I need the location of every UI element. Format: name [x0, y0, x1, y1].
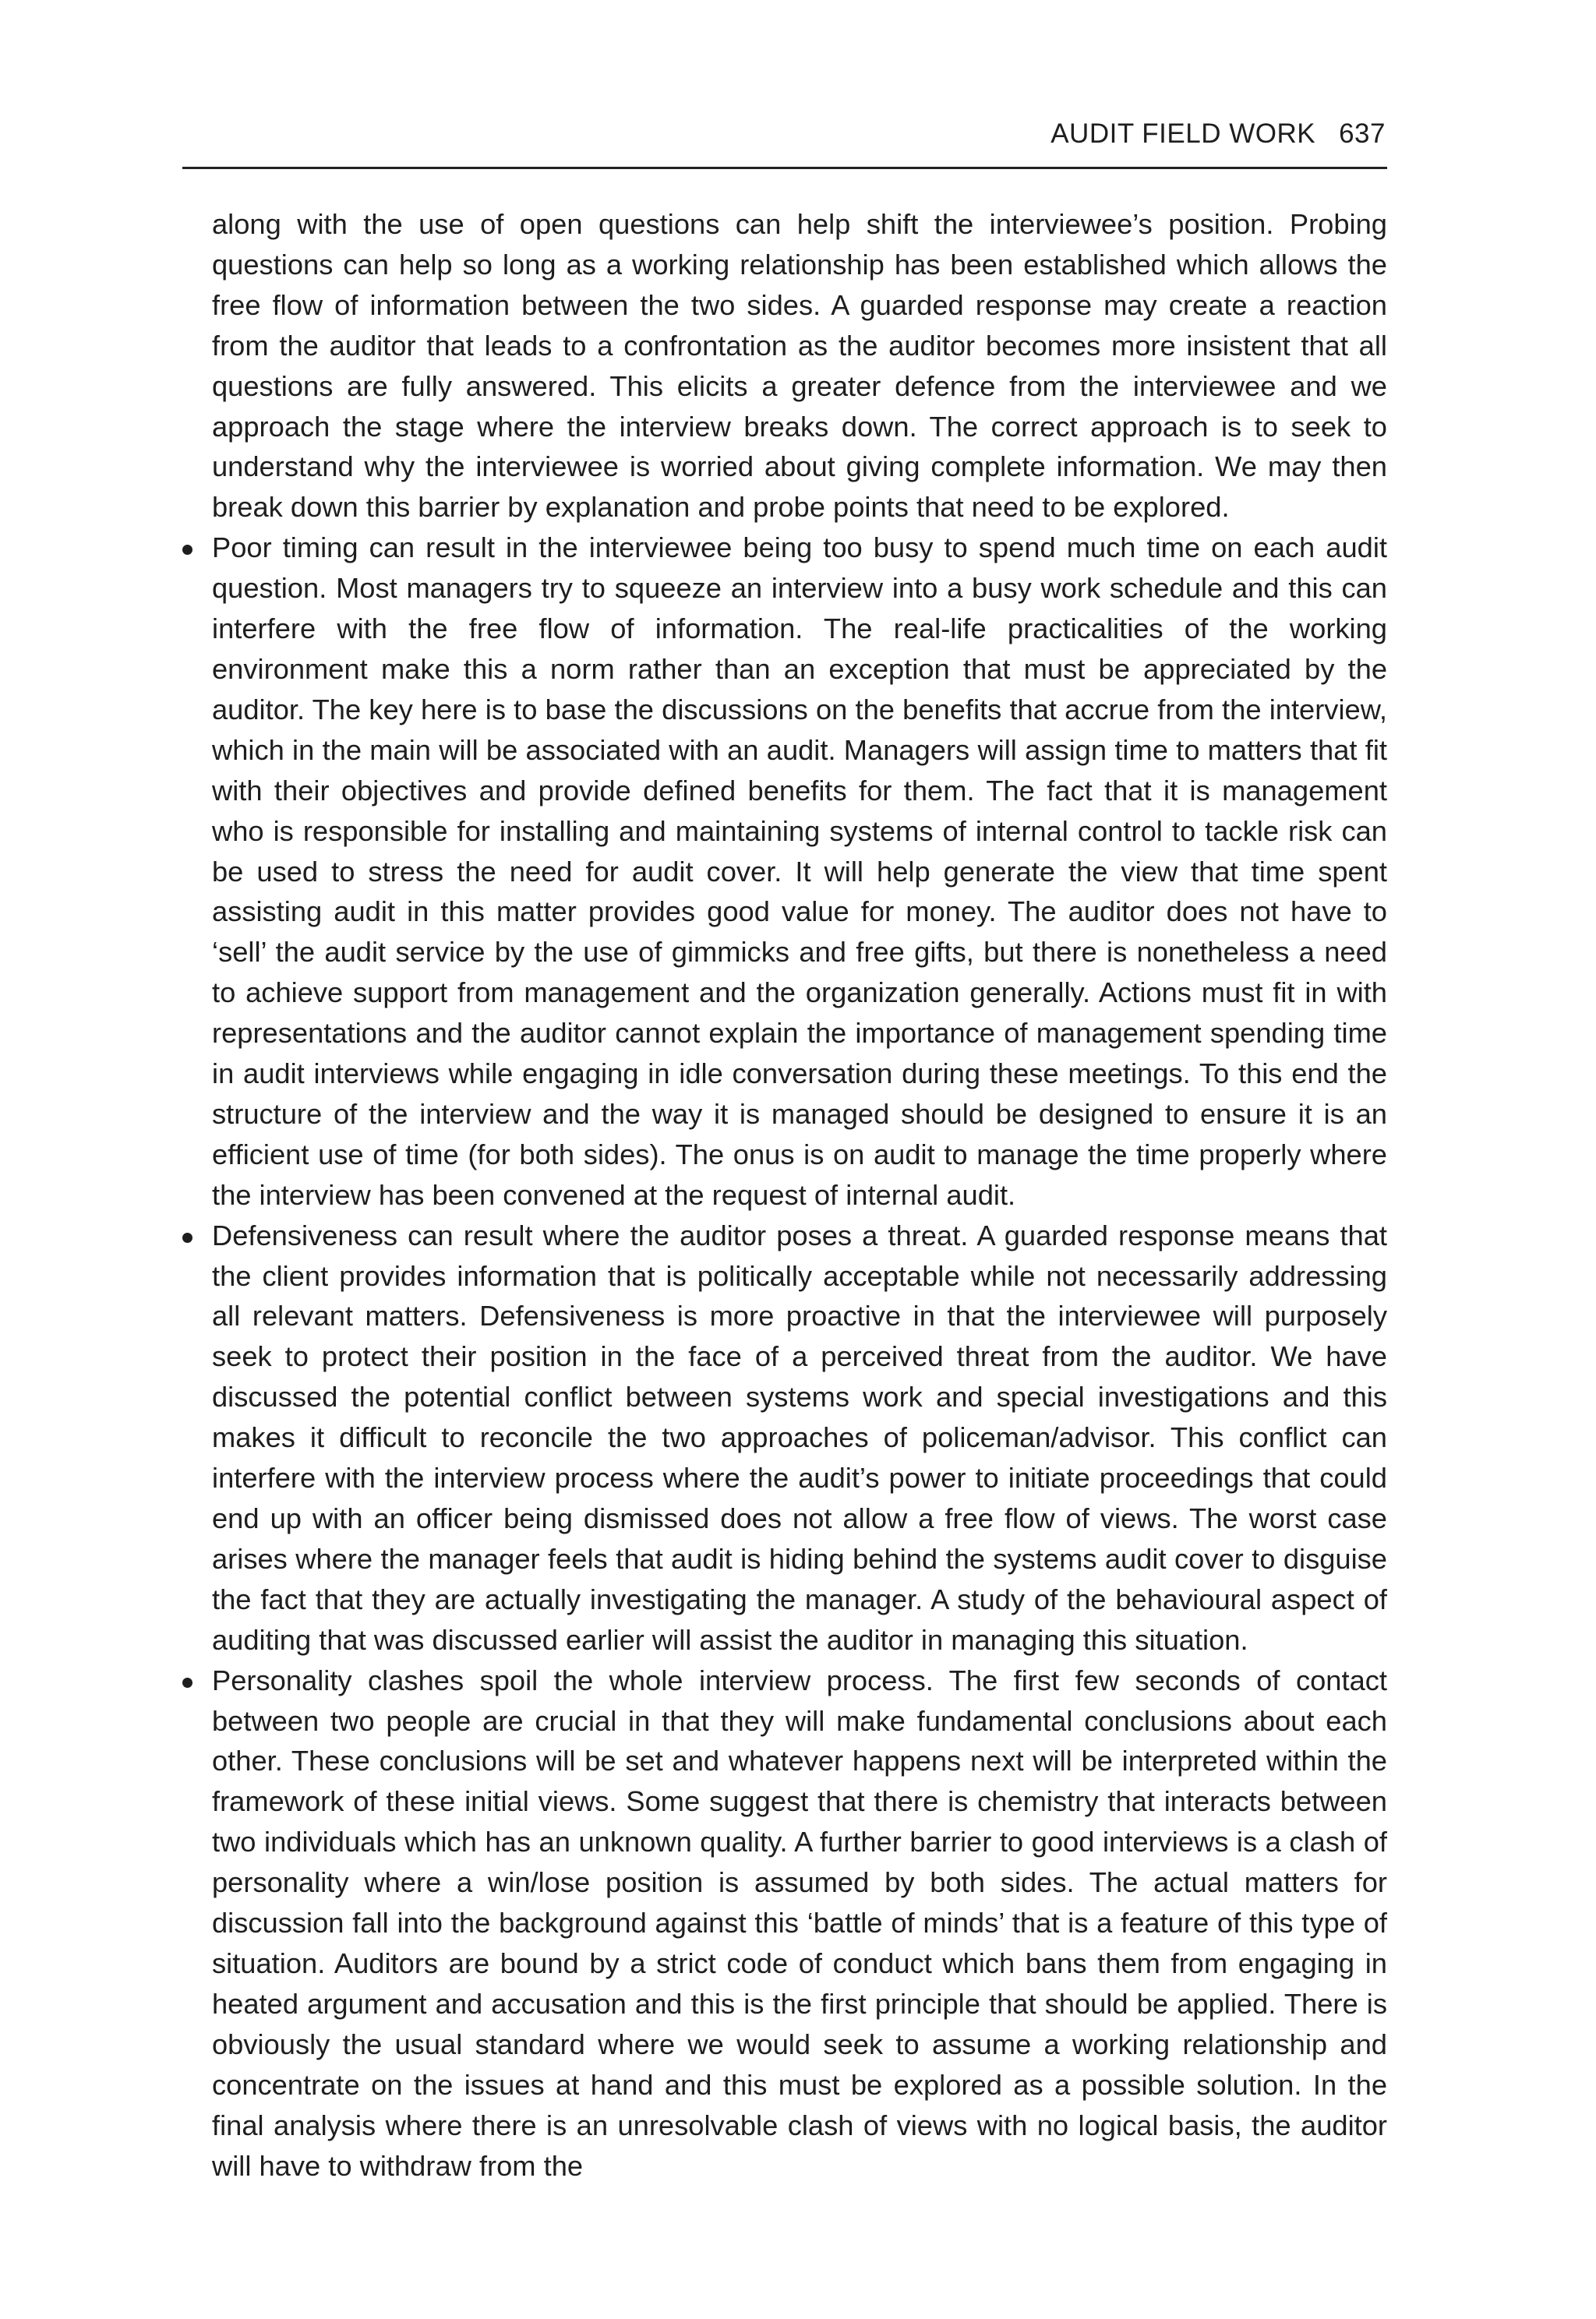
- bullet-icon: [182, 1678, 192, 1688]
- continuation-paragraph: along with the use of open questions can help shift the interviewee’s position. Probing questions can help so long as a working relationship has been established which allows the free flow of information between the two sides. A guarded response may create a reaction from the auditor that leads to a confrontation as the auditor becomes more insistent that all questions are fully answered. This elicits a greater defence from the interviewee and we approach the stage where the interview breaks down. The correct approach is to seek to understand why the interviewee is worried about giving complete information. We may then break down this barrier by explanation and probe points that need to be explored.: [212, 208, 1387, 524]
- page-number: 637: [1339, 118, 1386, 149]
- bullet-icon: [182, 1233, 192, 1243]
- list-item: [212, 1661, 1387, 2187]
- bullet-icon: [182, 545, 192, 555]
- bullet-list: [212, 528, 1387, 2186]
- list-item: [212, 1216, 1387, 1661]
- body-text: [212, 204, 1387, 2186]
- list-item-text: Defensiveness can result where the auditor poses a threat. A guarded response means that the client provides information that is politically acceptable while not necessarily addressing all relevant matters. Defensiveness is more proactive in that the interviewee will purposely seek to protect their position in the face of a perceived threat from the auditor. We have discussed the potential conflict between systems work and special investigations and this makes it difficult to reconcile the two approaches of policeman/advisor. This conflict can interfere with the interview process where the audit’s power to initiate proceedings that could end up with an officer being dismissed does not allow a free flow of views. The worst case arises where the manager feels that audit is hiding behind the systems audit cover to disguise the fact that they are actually investigating the manager. A study of the behavioural aspect of auditing that was discussed earlier will assist the auditor in managing this situation.: [212, 1219, 1387, 1656]
- running-head: [1050, 120, 1386, 147]
- header-rule: [182, 167, 1387, 169]
- list-item-text: Poor timing can result in the interviewee being too busy to spend much time on each audit question. Most managers try to squeeze an interview into a busy work schedule and this can interfere with the free flow of information. The real-life practicalities of the working environment make this a norm rather than an exception that must be appreciated by the auditor. The key here is to base the discussions on the benefits that accrue from the interview, which in the main will be associated with an audit. Managers will assign time to matters that fit with their objectives and provide defined benefits for them. The fact that it is management who is responsible for installing and maintaining systems of internal control to tackle risk can be used to stress the need for audit cover. It will help generate the view that time spent assisting audit in this matter provides good value for money. The auditor does not have to ‘sell’ the audit service by the use of gimmicks and free gifts, but there is nonetheless a need to achieve support from management and the organization generally. Actions must fit in with representations and the auditor cannot explain the importance of management spending time in audit interviews while engaging in idle conversation during these meetings. To this end the structure of the interview and the way it is managed should be designed to ensure it is an efficient use of time (for both sides). The onus is on audit to manage the time properly where the interview has been convened at the request of internal audit.: [212, 531, 1387, 1211]
- running-head-title: AUDIT FIELD WORK: [1050, 118, 1316, 149]
- list-item: [212, 528, 1387, 1215]
- list-item-text: Personality clashes spoil the whole interview process. The first few seconds of contact between two people are crucial in that they will make fundamental conclusions about each other. These conclusions will be set and whatever happens next will be interpreted within the framework of these initial views. Some suggest that there is chemistry that interacts between two individuals which has an unknown quality. A further barrier to good interviews is a clash of personality where a win/lose position is assumed by both sides. The actual matters for discussion fall into the background against this ‘battle of minds’ that is a feature of this type of situation. Auditors are bound by a strict code of conduct which bans them from engaging in heated argument and accusation and this is the first principle that should be applied. There is obviously the usual standard where we would seek to assume a working relationship and concentrate on the issues at hand and this must be explored as a possible solution. In the final analysis where there is an unresolvable clash of views with no logical basis, the auditor will have to withdraw from the: [212, 1664, 1387, 2182]
